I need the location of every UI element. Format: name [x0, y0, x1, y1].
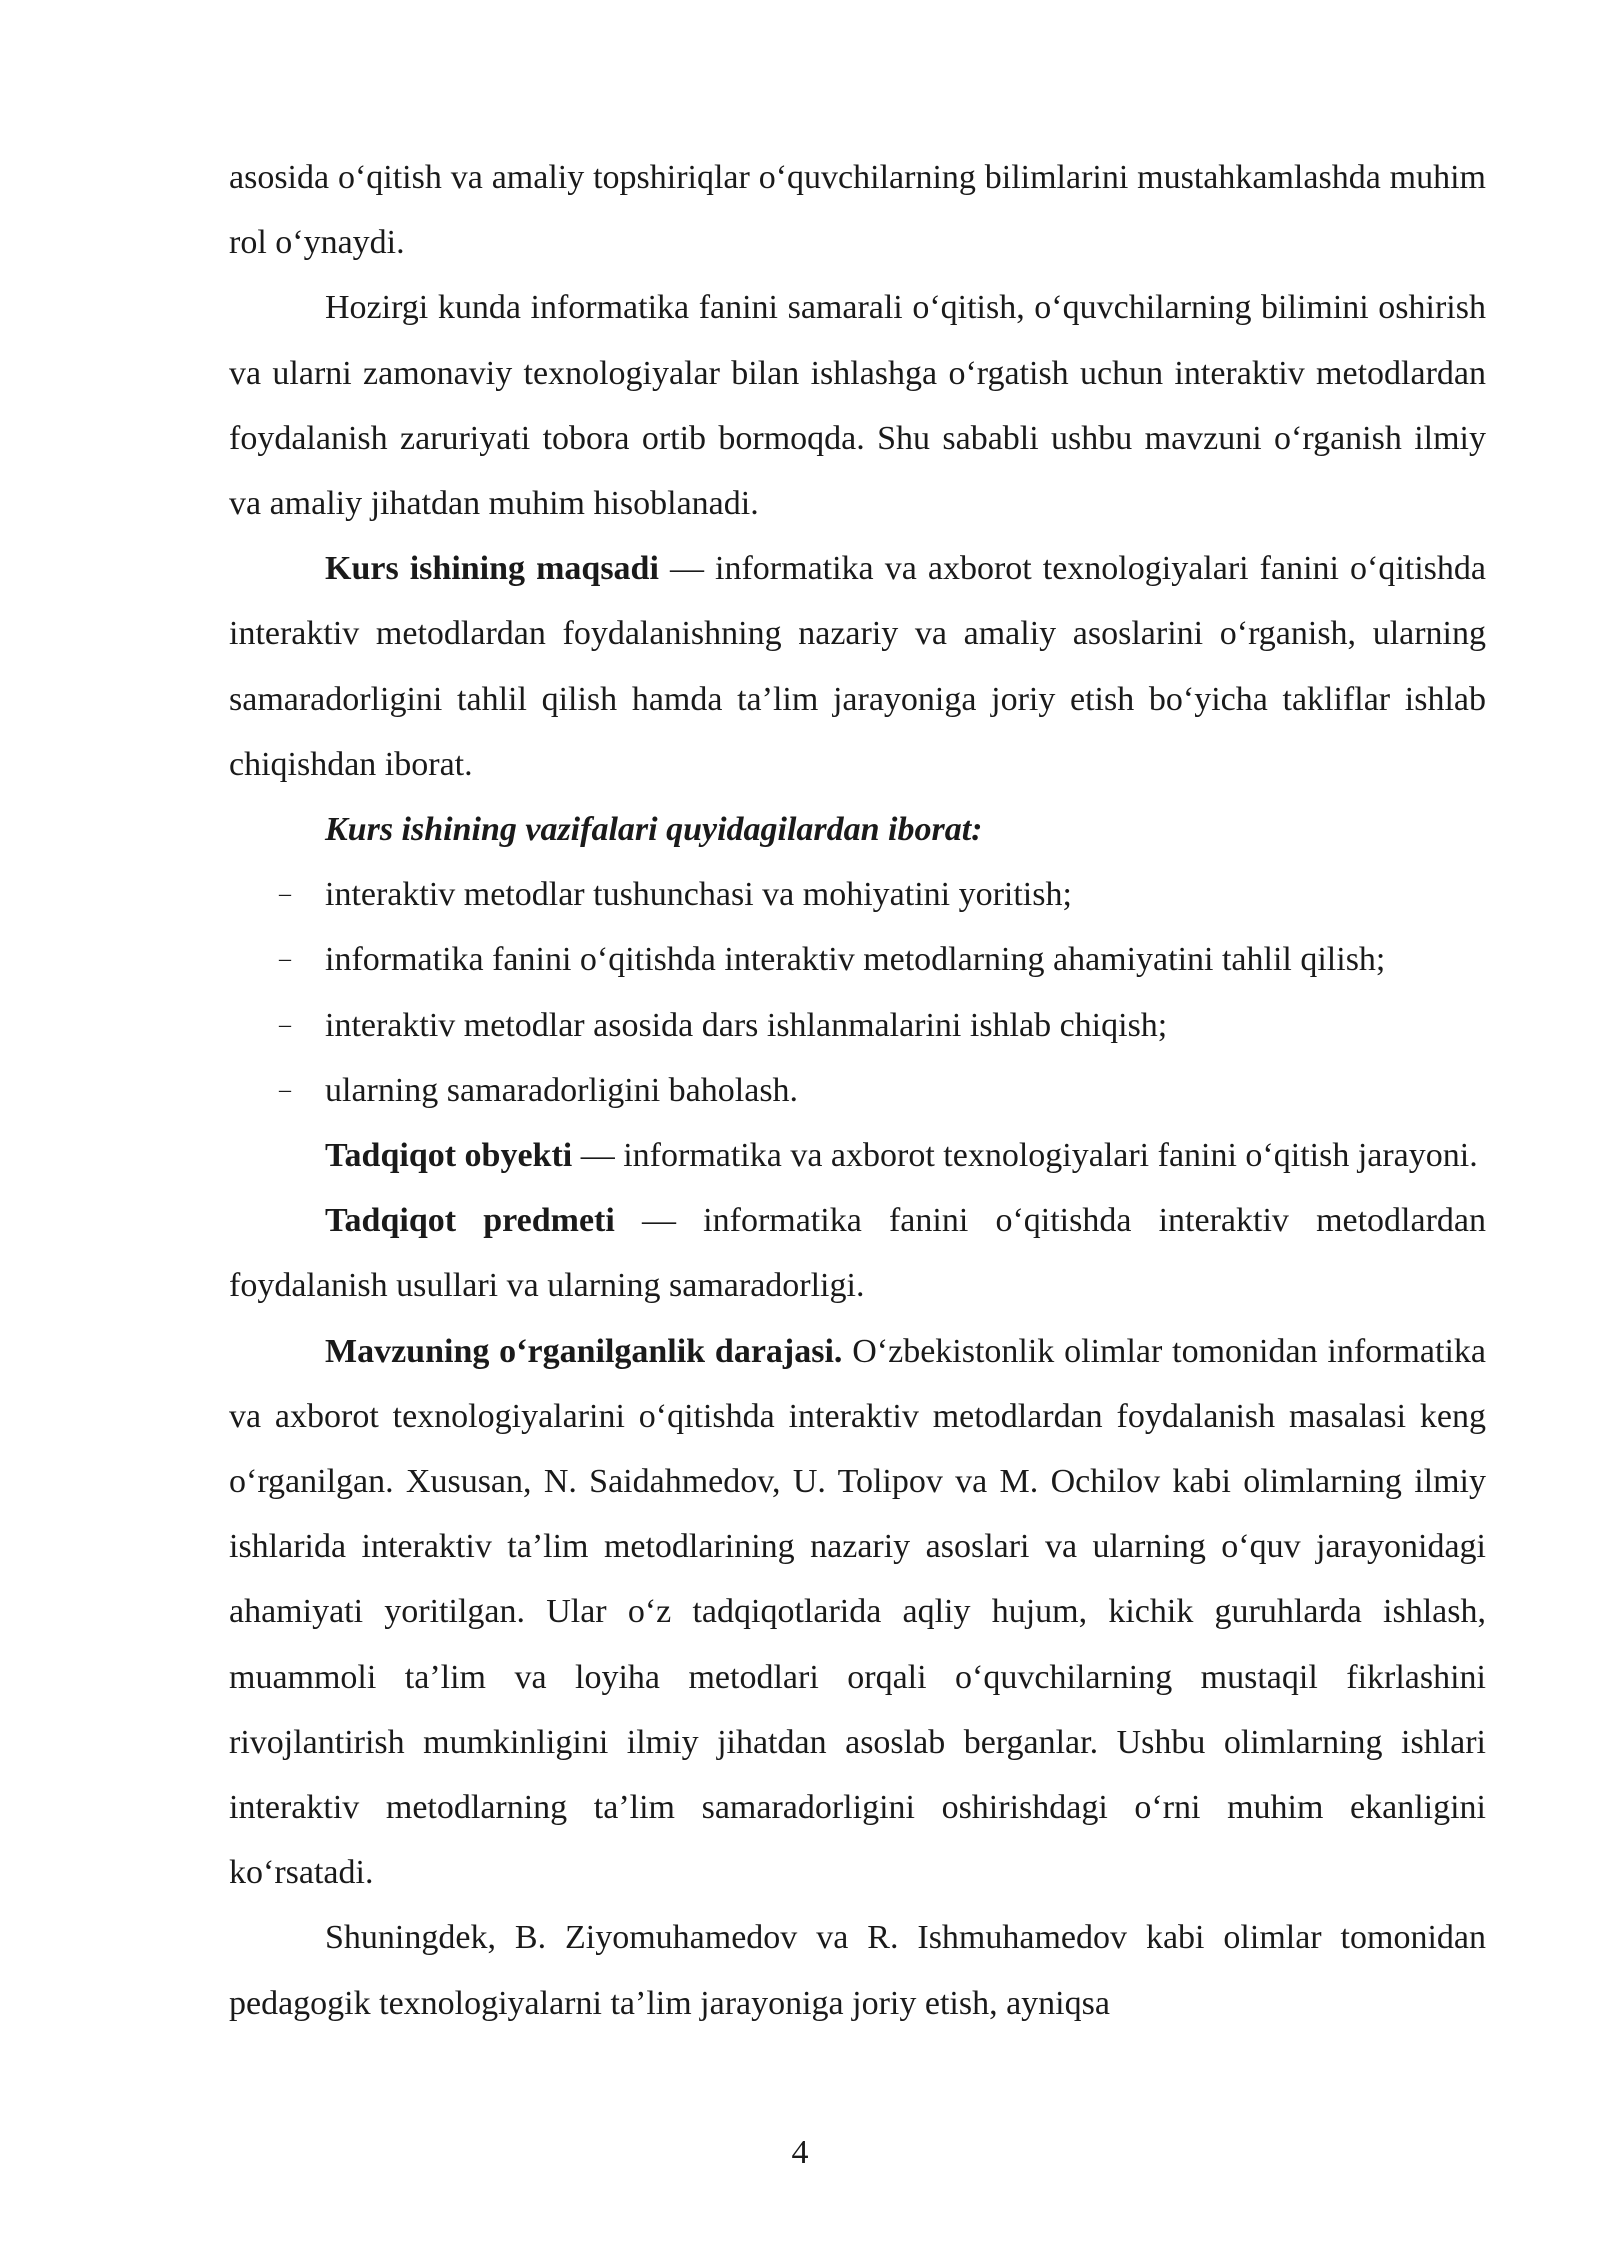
object-text: — informatika va axborot texnologiyalari fanini o‘qitish jarayoni. — [572, 1137, 1478, 1175]
tasks-heading — [229, 797, 1486, 862]
dash-bullet: – — [279, 1076, 291, 1103]
paragraph-continuation: asosida o‘qitish va amaliy topshiriqlar o‘quvchilarning bilimlarini mustahkamlashda muhim rol o‘ynaydi. — [229, 159, 1486, 262]
document-body — [229, 145, 1486, 2036]
list-item-text: interaktiv metodlar asosida dars ishlanmalarini ishlab chiqish; — [325, 1006, 1168, 1044]
goal-text: — informatika va axborot texnologiyalari fanini o‘qitishda interaktiv metodlardan foydalanishning nazariy va amaliy asoslarini o‘rganish, ularning samaradorligini tahlil qilish hamda ta’lim jarayoniga joriy etish bo‘yicha takliflar ishlab chiqishdan iborat. — [229, 550, 1486, 783]
list-item — [229, 1058, 1486, 1123]
list-item — [229, 993, 1486, 1058]
list-item-text: interaktiv metodlar tushunchasi va mohiyatini yoritish; — [325, 876, 1072, 914]
paragraph-goal — [229, 536, 1486, 797]
page-number: 4 — [791, 2134, 809, 2171]
subject-text: — informatika fanini o‘qitishda interaktiv metodlardan foydalanish usullari va ularning samaradorligi. — [229, 1202, 1487, 1305]
list-item — [229, 862, 1486, 927]
object-label: Tadqiqot obyekti — [325, 1137, 573, 1175]
list-item-text: informatika fanini o‘qitishda interaktiv metodlarning ahamiyatini tahlil qilish; — [325, 941, 1386, 979]
list-item-text: ularning samaradorligini baholash. — [325, 1071, 799, 1109]
dash-bullet: – — [279, 946, 291, 973]
paragraph-additional: Shuningdek, B. Ziyomuhamedov va R. Ishmuhamedov kabi olimlar tomonidan pedagogik texnologiyalarni ta’lim jarayoniga joriy etish, ayniqsa — [229, 1919, 1486, 2022]
tasks-heading-text: Kurs ishining vazifalari quyidagilardan iborat: — [325, 811, 983, 849]
tasks-list — [229, 862, 1486, 1123]
paragraph-study-level — [229, 1319, 1486, 1906]
dash-bullet: – — [279, 881, 291, 908]
paragraph-relevance: Hozirgi kunda informatika fanini samarali o‘qitish, o‘quvchilarning bilimini oshirish va ularni zamonaviy texnologiyalar bilan ishlashga o‘rgatish uchun interaktiv metodlardan foydalanish zaruriyati tobora ortib bormoqda. Shu sababli ushbu mavzuni o‘rganish ilmiy va amaliy jihatdan muhim hisoblanadi. — [229, 289, 1486, 523]
subject-label: Tadqiqot predmeti — [325, 1202, 615, 1240]
study-text: O‘zbekistonlik olimlar tomonidan informatika va axborot texnologiyalarini o‘qitishda interaktiv metodlardan foydalanish masalasi keng o‘rganilgan. Xususan, N. Saidahmedov, U. Tolipov va M. Ochilov kabi olimlarning ilmiy ishlarida interaktiv ta’lim metodlarining nazariy asoslari va ularning o‘quv jarayonidagi ahamiyati yoritilgan. Ular o‘z tadqiqotlarida aqliy hujum, kichik guruhlarda ishlash, muammoli ta’lim va loyiha metodlari orqali o‘quvchilarning mustaqil fikrlashini rivojlantirish mumkinligini ilmiy jihatdan asoslab berganlar. Ushbu olimlarning ishlari interaktiv metodlarning ta’lim samaradorligini oshirishdagi o‘rni muhim ekanligini ko‘rsatadi. — [229, 1332, 1486, 1892]
study-label: Mavzuning o‘rganilganlik darajasi. — [325, 1332, 843, 1370]
list-item — [229, 927, 1486, 992]
dash-bullet: – — [279, 1011, 291, 1038]
goal-label: Kurs ishining maqsadi — [325, 550, 659, 588]
paragraph-object — [229, 1123, 1486, 1188]
paragraph-subject — [229, 1188, 1486, 1318]
